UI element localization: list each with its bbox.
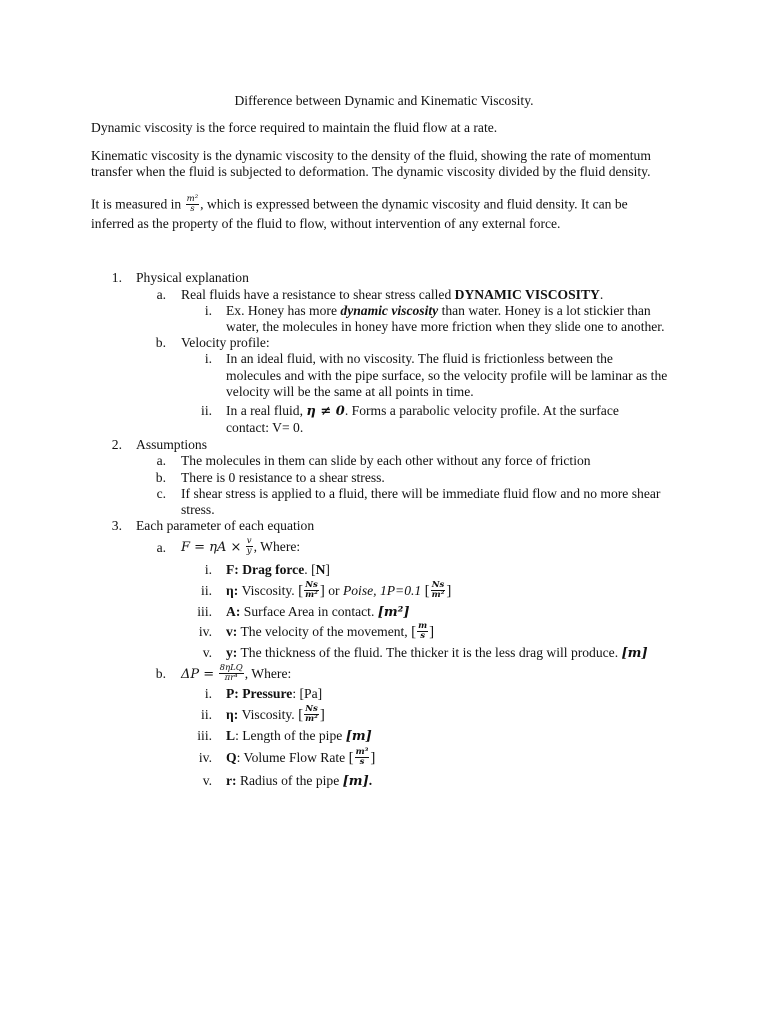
parameter-item: v: The velocity of the movement, [ $\frac{m}{s}$ ] bbox=[226, 621, 435, 642]
list-marker: iii. bbox=[197, 604, 212, 619]
parameter-item: P: Pressure: [Pa] bbox=[226, 686, 323, 701]
intro-paragraph-kinematic-line1: Kinematic viscosity is the dynamic viscosity to the density of the fluid, showing the rate of momentum bbox=[91, 148, 651, 163]
intro-paragraph-units-line2: inferred as the property of the fluid to flow, without intervention of any external force. bbox=[91, 216, 561, 231]
unit-fraction: $\frac{\text{m³}}{s}$ bbox=[355, 747, 369, 768]
equation-pressure-drop: ΔP = $\frac{\text{8ηLQ}}{\text{πr⁴}}$ , Where: bbox=[181, 663, 292, 684]
list-marker: ii. bbox=[201, 583, 212, 598]
units-prefix: It is measured in bbox=[91, 196, 182, 212]
list-item-continuation: molecules and with the pipe surface, so the velocity profile will be laminar as the bbox=[226, 368, 668, 383]
list-item-continuation: water, the molecules in honey have more friction when they slide one to another. bbox=[226, 319, 665, 334]
list-item: If shear stress is applied to a fluid, there will be immediate fluid flow and no more shear bbox=[181, 486, 661, 501]
list-marker: iv. bbox=[198, 624, 212, 639]
parameter-item: η: Viscosity. [ $\frac{Ns}{\text{m²}}$ ] or Poise, 1P=0.1 [ $\frac{Ns}{\text{m²}}$ ] bbox=[226, 580, 452, 601]
unit-fraction: $\frac{m}{s}$ bbox=[418, 621, 428, 642]
section-number: 2. bbox=[111, 437, 122, 452]
units-rest: , which is expressed between the dynamic viscosity and fluid density. It can be bbox=[200, 196, 628, 212]
parameter-item: y: The thickness of the fluid. The thicker it is the less drag will produce. [m] bbox=[226, 645, 648, 661]
list-marker: i. bbox=[204, 351, 212, 366]
section-number: 3. bbox=[111, 518, 122, 533]
parameter-item: L: Length of the pipe [m] bbox=[226, 728, 372, 744]
list-item-continuation: stress. bbox=[181, 502, 215, 517]
units-fraction: $\frac{\text{m²}}{s}$ bbox=[186, 194, 199, 214]
list-marker: c. bbox=[156, 486, 166, 501]
document-title: Difference between Dynamic and Kinematic Viscosity. bbox=[234, 93, 534, 108]
equation-drag-force: F = ηA × $\frac{v}{y}$ , Where: bbox=[181, 536, 301, 557]
equation-fraction: $\frac{v}{y}$ bbox=[246, 536, 252, 557]
list-marker: b. bbox=[155, 666, 166, 681]
parameter-item: η: Viscosity. [ $\frac{Ns}{\text{m²}}$ ] bbox=[226, 704, 325, 725]
list-item: Velocity profile: bbox=[181, 335, 270, 350]
unit-fraction: $\frac{Ns}{\text{m²}}$ bbox=[305, 704, 318, 725]
list-marker: i. bbox=[204, 562, 212, 577]
list-item: In an ideal fluid, with no viscosity. The fluid is frictionless between the bbox=[226, 351, 613, 366]
list-item: Ex. Honey has more dynamic viscosity than water. Honey is a lot stickier than bbox=[226, 303, 651, 318]
section-title: Assumptions bbox=[136, 437, 208, 452]
list-marker: a. bbox=[156, 540, 166, 555]
list-marker: a. bbox=[156, 453, 166, 468]
list-marker: iv. bbox=[198, 750, 212, 765]
parameter-item: Q: Volume Flow Rate [ $\frac{\text{m³}}{s}$ ] bbox=[226, 747, 376, 768]
equation-fraction: $\frac{\text{8ηLQ}}{\text{πr⁴}}$ bbox=[219, 663, 243, 684]
section-title: Each parameter of each equation bbox=[136, 518, 315, 533]
intro-paragraph-kinematic-line2: transfer when the fluid is subjected to deformation. The dynamic viscosity divided by the fluid density. bbox=[91, 164, 651, 179]
list-item-continuation: velocity will be the same at all points in time. bbox=[226, 384, 474, 399]
list-marker: ii. bbox=[201, 707, 212, 722]
parameter-item: r: Radius of the pipe [m]. bbox=[226, 773, 373, 789]
list-marker: a. bbox=[156, 287, 166, 302]
list-marker: i. bbox=[204, 303, 212, 318]
list-item: There is 0 resistance to a shear stress. bbox=[181, 470, 385, 485]
intro-paragraph-dynamic: Dynamic viscosity is the force required to maintain the fluid flow at a rate. bbox=[91, 120, 498, 135]
unit-fraction: $\frac{Ns}{\text{m²}}$ bbox=[305, 580, 318, 601]
list-item-continuation: contact: V= 0. bbox=[226, 420, 304, 435]
list-marker: ii. bbox=[201, 403, 212, 418]
list-marker: v. bbox=[202, 773, 212, 788]
list-item: The molecules in them can slide by each other without any force of friction bbox=[181, 453, 591, 468]
list-item: Real fluids have a resistance to shear stress called DYNAMIC VISCOSITY. bbox=[181, 287, 604, 302]
list-marker: iii. bbox=[197, 728, 212, 743]
parameter-item: F: Drag force. [N] bbox=[226, 562, 330, 577]
parameter-item: A: Surface Area in contact. [m²] bbox=[226, 604, 410, 620]
section-number: 1. bbox=[111, 270, 122, 285]
unit-fraction: $\frac{Ns}{\text{m²}}$ bbox=[431, 580, 445, 601]
list-marker: i. bbox=[204, 686, 212, 701]
section-title: Physical explanation bbox=[136, 270, 249, 285]
list-item: In a real fluid, η ≠ 0. Forms a parabolic velocity profile. At the surface bbox=[226, 403, 619, 419]
list-marker: b. bbox=[155, 470, 166, 485]
intro-paragraph-units-line1 bbox=[91, 196, 628, 215]
list-marker: v. bbox=[202, 645, 212, 660]
list-marker: b. bbox=[155, 335, 166, 350]
